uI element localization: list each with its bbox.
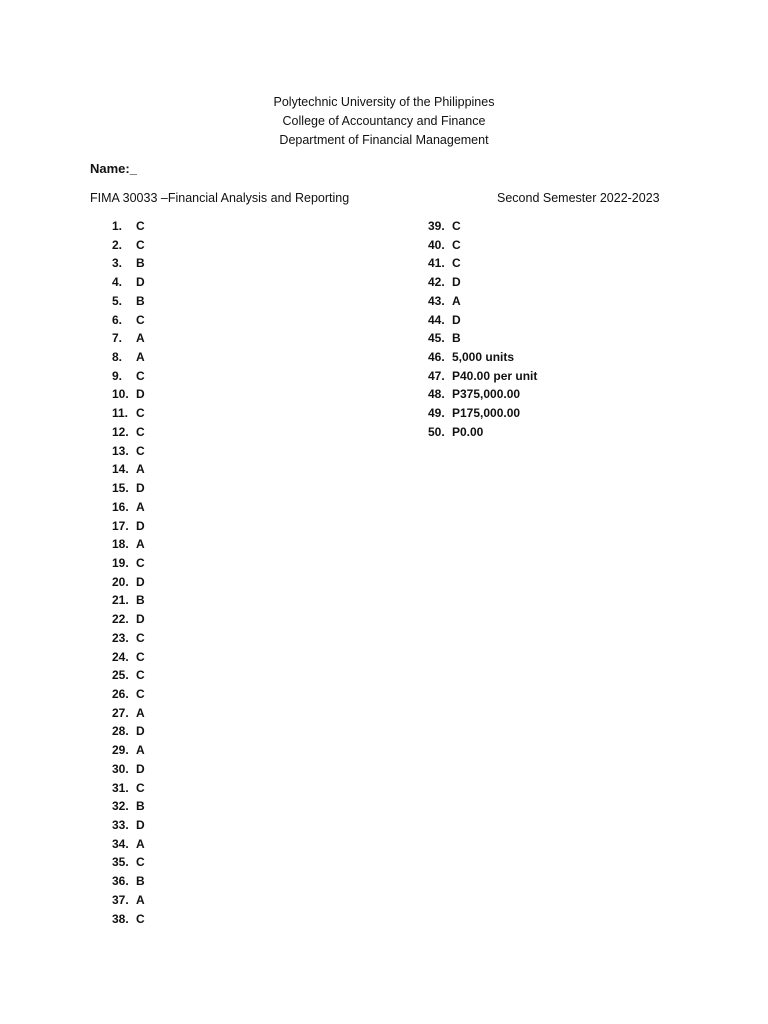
answer-number: 8. xyxy=(112,350,123,365)
answer-value: C xyxy=(452,219,461,233)
answer-number: 32. xyxy=(112,799,129,814)
answer-value: A xyxy=(136,892,145,907)
college-name: College of Accountancy and Finance xyxy=(282,114,486,128)
answer-value: C xyxy=(136,855,145,870)
answer-value: C xyxy=(452,256,461,271)
answer-value: C xyxy=(136,668,145,683)
university-name: Polytechnic University of the Philippines xyxy=(273,95,495,109)
answer-number: 40. xyxy=(428,237,445,252)
answer-value: D xyxy=(136,518,145,533)
answer-number: 42. xyxy=(428,275,445,290)
answer-number: 23. xyxy=(112,630,129,645)
answer-number: 35. xyxy=(112,855,129,870)
answer-number: 4. xyxy=(112,275,123,290)
answer-value: B xyxy=(136,799,145,814)
answer-value: 5,000 units xyxy=(452,350,515,365)
answer-number: 2. xyxy=(112,237,123,252)
answer-number: 47. xyxy=(428,368,445,383)
answer-value: C xyxy=(136,780,145,795)
answer-value: C xyxy=(136,368,145,383)
answer-value: A xyxy=(136,462,145,477)
answer-number: 5. xyxy=(112,293,123,308)
answer-number: 17. xyxy=(112,518,129,533)
answer-number: 50. xyxy=(428,424,445,439)
answer-value: C xyxy=(136,219,145,233)
answer-number: 21. xyxy=(112,593,129,608)
answer-number: 37. xyxy=(112,892,129,907)
answer-number: 38. xyxy=(112,911,129,926)
answer-value: C xyxy=(136,649,145,664)
answer-value: P40.00 per unit xyxy=(452,368,538,383)
course-title: FIMA 30033 –Financial Analysis and Reporting xyxy=(90,191,350,205)
answer-value: C xyxy=(136,312,145,327)
answer-number: 39. xyxy=(428,219,445,233)
answer-value: C xyxy=(136,424,145,439)
answer-value: A xyxy=(136,499,145,514)
answer-value: D xyxy=(452,312,461,327)
answer-value: P0.00 xyxy=(452,424,484,439)
answer-value: C xyxy=(136,406,145,421)
department-name: Department of Financial Management xyxy=(279,133,489,147)
answer-value: A xyxy=(136,537,145,552)
answer-value: A xyxy=(136,743,145,758)
answer-number: 22. xyxy=(112,612,129,627)
answer-value: D xyxy=(136,761,145,776)
answer-number: 30. xyxy=(112,761,129,776)
answer-number: 34. xyxy=(112,836,129,851)
answer-value: P175,000.00 xyxy=(452,406,521,421)
answer-number: 33. xyxy=(112,818,129,832)
answer-number: 36. xyxy=(112,874,129,889)
answer-number: 13. xyxy=(112,443,129,458)
answer-number: 15. xyxy=(112,481,129,496)
answer-value: B xyxy=(136,874,145,889)
answer-value: D xyxy=(136,724,145,739)
answer-number: 6. xyxy=(112,312,123,327)
answer-value: D xyxy=(136,818,145,832)
answer-value: A xyxy=(136,331,145,346)
answer-value: B xyxy=(136,256,145,271)
answer-value: A xyxy=(136,705,145,720)
answer-number: 9. xyxy=(112,368,123,383)
answer-value: P375,000.00 xyxy=(452,387,521,402)
answer-value: A xyxy=(452,293,461,308)
answer-value: D xyxy=(136,387,145,402)
answer-value: D xyxy=(136,481,145,496)
answer-value: D xyxy=(136,574,145,589)
answer-number: 29. xyxy=(112,743,129,758)
answer-value: C xyxy=(136,237,145,252)
answer-value: A xyxy=(136,350,145,365)
answer-number: 19. xyxy=(112,555,129,570)
name-field-label: Name:_ xyxy=(90,161,137,176)
answer-value: C xyxy=(136,555,145,570)
answer-value: B xyxy=(452,331,461,346)
answer-number: 46. xyxy=(428,350,445,365)
answer-value: C xyxy=(136,630,145,645)
answer-number: 28. xyxy=(112,724,129,739)
answer-number: 10. xyxy=(112,387,129,402)
answer-number: 1. xyxy=(112,219,123,233)
answer-value: B xyxy=(136,593,145,608)
answer-value: A xyxy=(136,836,145,851)
answer-number: 49. xyxy=(428,406,445,421)
answer-number: 31. xyxy=(112,780,129,795)
answer-number: 11. xyxy=(112,406,129,421)
answer-value: C xyxy=(136,686,145,701)
answer-value: C xyxy=(136,443,145,458)
answer-number: 12. xyxy=(112,424,129,439)
answer-value: C xyxy=(452,237,461,252)
answer-number: 44. xyxy=(428,312,445,327)
semester-label: Second Semester 2022-2023 xyxy=(497,191,660,205)
answer-number: 3. xyxy=(112,256,123,271)
answer-number: 26. xyxy=(112,686,129,701)
answer-number: 48. xyxy=(428,387,445,402)
answer-number: 41. xyxy=(428,256,445,271)
answer-value: C xyxy=(136,911,145,926)
answer-number: 16. xyxy=(112,499,129,514)
answer-value: D xyxy=(136,275,145,290)
answer-number: 27. xyxy=(112,705,129,720)
answer-value: D xyxy=(136,612,145,627)
answer-number: 24. xyxy=(112,649,129,664)
answer-number: 7. xyxy=(112,331,123,346)
answer-value: B xyxy=(136,293,145,308)
answer-number: 18. xyxy=(112,537,129,552)
answer-number: 25. xyxy=(112,668,129,683)
answer-number: 45. xyxy=(428,331,445,346)
answer-number: 14. xyxy=(112,462,129,477)
answer-number: 20. xyxy=(112,574,129,589)
answer-number: 43. xyxy=(428,293,445,308)
answer-value: D xyxy=(452,275,461,290)
